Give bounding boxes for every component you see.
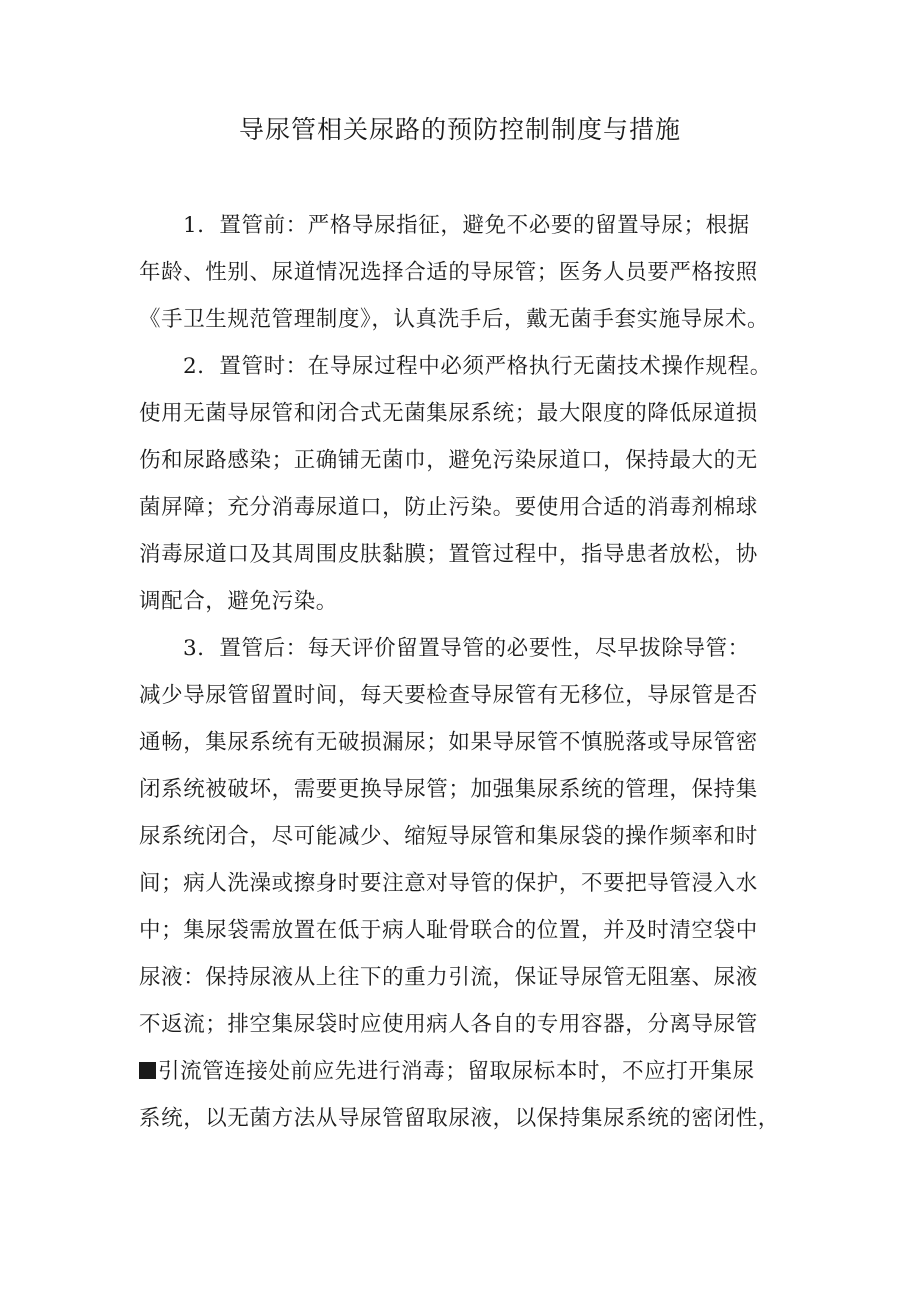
text-line: 尿液：保持尿液从上往下的重力引流，保证导尿管无阻塞、尿液: [139, 965, 758, 990]
text-line: 系统，以无菌方法从导尿管留取尿液，以保持集尿系统的密闭性，: [139, 1106, 780, 1131]
text-line: 中；集尿袋需放置在低于病人耻骨联合的位置，并及时清空袋中: [139, 918, 758, 943]
text-line: 使用无菌导尿管和闭合式无菌集尿系统；最大限度的降低尿道损: [139, 401, 758, 426]
text-line: 不返流；排空集尿袋时应使用病人各自的专用容器，分离导尿管: [139, 1012, 758, 1037]
paragraph-3: [139, 625, 787, 1142]
text-line-content: 引流管连接处前应先进行消毒；留取尿标本时，不应打开集尿: [158, 1059, 755, 1084]
text-line: [139, 1048, 787, 1095]
paragraph-2: [139, 343, 787, 625]
paragraph-1: [139, 202, 787, 343]
text-line: 2．置管时：在导尿过程中必须严格执行无菌技术操作规程。: [183, 354, 772, 379]
text-line: 3．置管后：每天评价留置导管的必要性，尽早拔除导管：: [183, 636, 750, 661]
text-line: 伤和尿路感染；正确铺无菌巾，避免污染尿道口，保持最大的无: [139, 448, 758, 473]
text-line: 通畅，集尿系统有无破损漏尿；如果导尿管不慎脱落或导尿管密: [139, 730, 758, 755]
text-line: 间；病人洗澡或擦身时要注意对导管的保护，不要把导管浸入水: [139, 871, 758, 896]
document-title: 导尿管相关尿路的预防控制制度与措施: [238, 115, 681, 144]
black-square-icon: [139, 1062, 156, 1079]
text-line: 调配合，避免污染。: [139, 589, 338, 614]
text-line: 减少导尿管留置时间，每天要检查导尿管有无移位，导尿管是否: [139, 683, 758, 708]
text-line: 《手卫生规范管理制度》，认真洗手后，戴无菌手套实施导尿术。: [139, 307, 770, 332]
text-line: 年龄、性别、尿道情况选择合适的导尿管；医务人员要严格按照: [139, 260, 758, 285]
document-body: [139, 202, 787, 1142]
text-line: 闭系统被破坏，需要更换导尿管；加强集尿系统的管理，保持集: [139, 777, 758, 802]
text-line: 消毒尿道口及其周围皮肤黏膜；置管过程中，指导患者放松，协: [139, 542, 758, 567]
text-line: 尿系统闭合，尽可能减少、缩短导尿管和集尿袋的操作频率和时: [139, 824, 758, 849]
text-line: 1．置管前：严格导尿指征，避免不必要的留置导尿；根据: [183, 213, 750, 238]
text-line: 菌屏障；充分消毒尿道口，防止污染。要使用合适的消毒剂棉球: [139, 495, 758, 520]
